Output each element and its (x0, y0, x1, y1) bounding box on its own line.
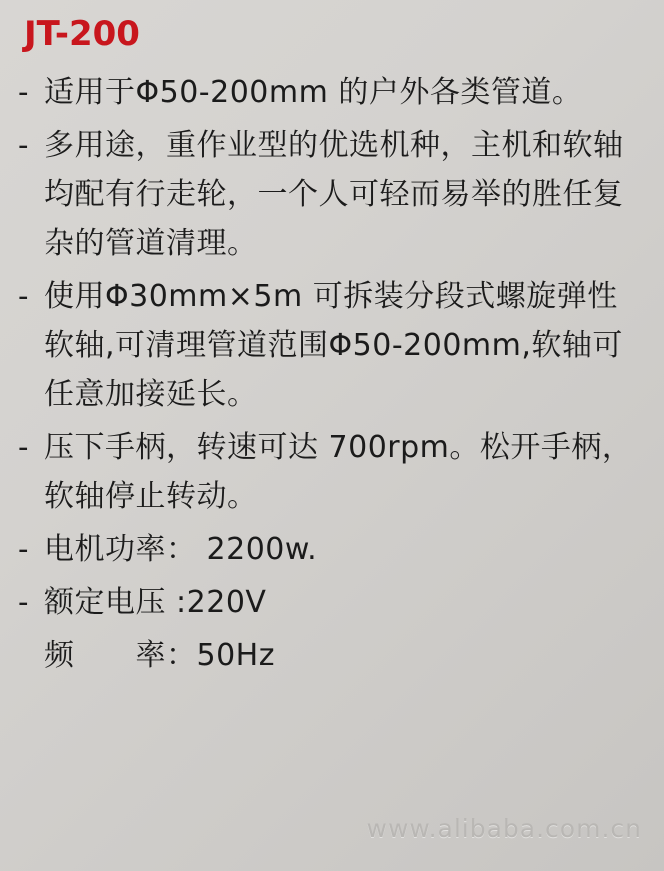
bullet-marker: - (18, 532, 29, 566)
spec-list (18, 68, 646, 680)
list-item-text: 适用于Φ50-200mm 的户外各类管道。 (44, 75, 583, 110)
list-item (18, 631, 646, 680)
list-item-text: 频 率：50Hz (44, 638, 275, 673)
list-item-text: 额定电压 :220V (44, 585, 267, 620)
list-item-text: 压下手柄，转速可达 700rpm。松开手柄，软轴停止转动。 (44, 430, 633, 514)
bullet-marker: - (18, 75, 29, 109)
list-item-text: 电机功率： 2200w. (44, 532, 318, 567)
list-item (18, 525, 646, 574)
list-item (18, 68, 646, 117)
list-item (18, 578, 646, 627)
list-item-text: 多用途，重作业型的优选机种，主机和软轴均配有行走轮，一个人可轻而易举的胜任复杂的管道清理。 (44, 128, 624, 261)
bullet-marker: - (18, 128, 29, 162)
bullet-marker: - (18, 585, 29, 619)
bullet-marker: - (18, 430, 29, 464)
bullet-marker: - (18, 279, 29, 313)
page-title: JT-200 (24, 14, 140, 54)
list-item-text: 使用Φ30mm×5m 可拆装分段式螺旋弹性软轴,可清理管道范围Φ50-200mm,软轴可任意加接延长。 (44, 279, 623, 412)
list-item (18, 121, 646, 268)
watermark-text: www.alibaba.com.cn (366, 814, 642, 843)
list-item (18, 272, 646, 419)
list-item (18, 423, 646, 521)
